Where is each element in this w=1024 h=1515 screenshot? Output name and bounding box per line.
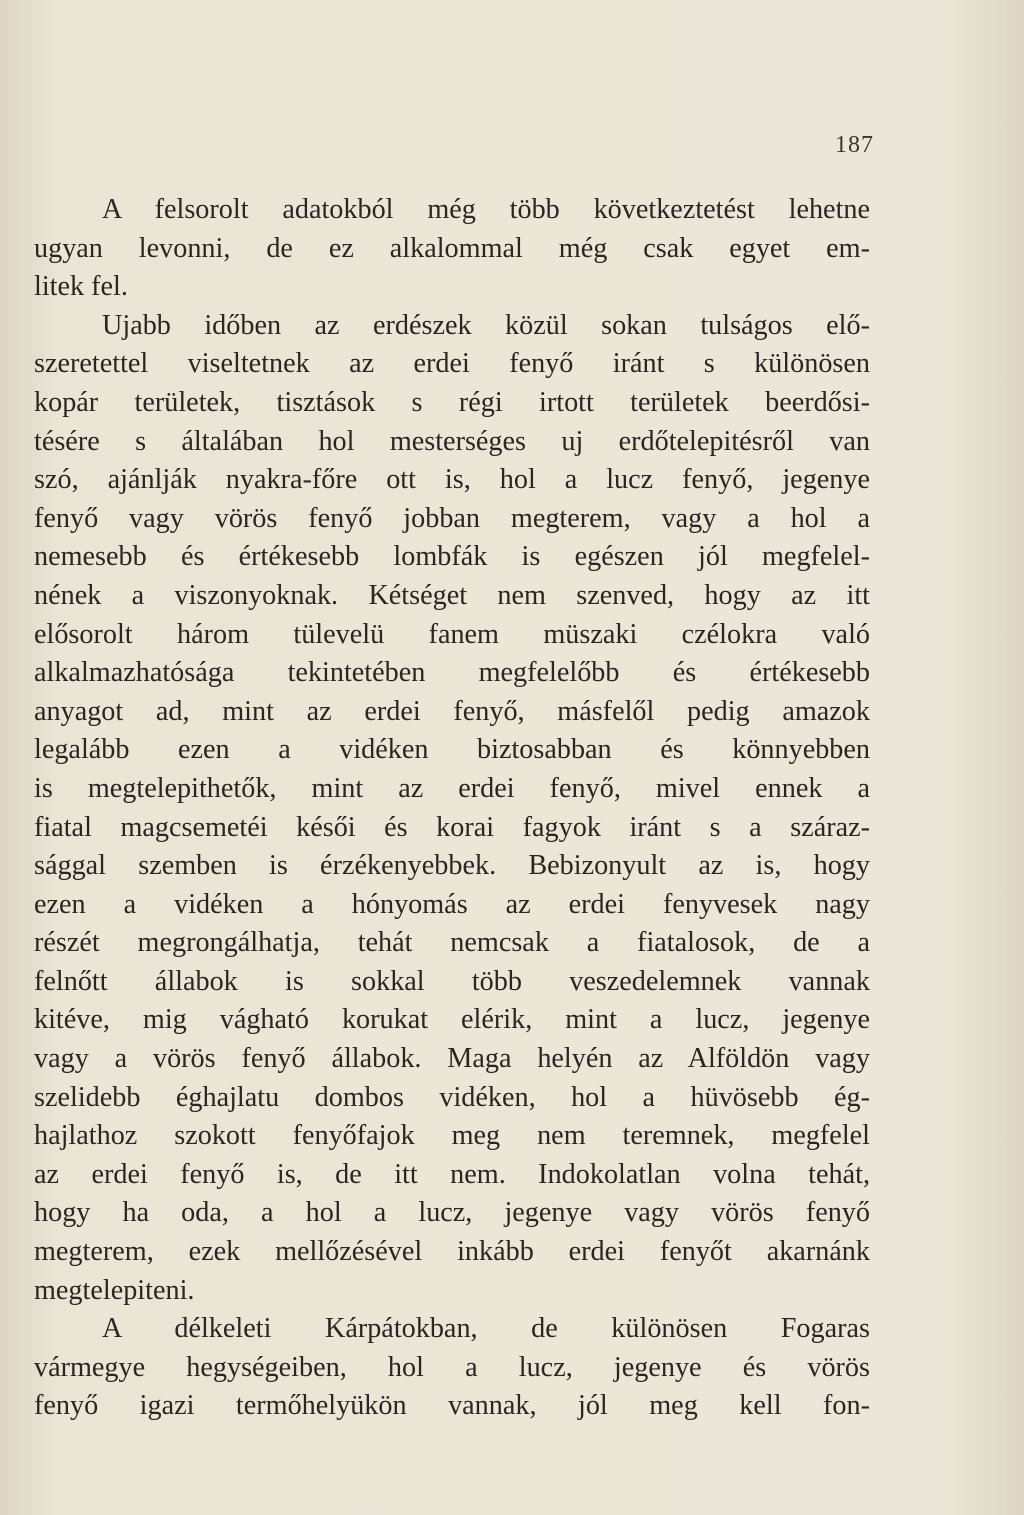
text-line: vagy a vörös fenyő állabok. Maga helyén az Alföldön vagy <box>34 1043 870 1075</box>
text-line: szó, ajánlják nyakra-főre ott is, hol a lucz fenyő, jegenye <box>34 464 870 496</box>
text-line: anyagot ad, mint az erdei fenyő, másfelől pedig amazok <box>34 695 870 727</box>
text-line: részét megrongálhatja, tehát nemcsak a fiatalosok, de a <box>34 927 870 959</box>
body-text <box>34 191 870 1426</box>
text-line: hajlathoz szokott fenyőfajok meg nem teremnek, megfelel <box>34 1120 870 1152</box>
text-line: fenyő igazi termőhelyükön vannak, jól meg kell fon- <box>34 1390 870 1422</box>
text-line: ugyan levonni, de ez alkalommal még csak egyet em- <box>34 232 870 264</box>
text-line: szeretettel viseltetnek az erdei fenyő iránt s különösen <box>34 348 870 380</box>
text-line: fiatal magcsemetéi késői és korai fagyok iránt s a száraz- <box>34 811 870 843</box>
text-line: elősorolt három tülevelü fanem müszaki czélokra való <box>34 618 870 650</box>
text-line: szelidebb éghajlatu dombos vidéken, hol a hüvösebb ég- <box>34 1081 870 1113</box>
text-line: megterem, ezek mellőzésével inkább erdei fenyőt akarnánk <box>34 1236 870 1268</box>
text-line: Ujabb időben az erdészek közül sokan tulságos elő- <box>102 309 870 341</box>
text-line: A felsorolt adatokból még több következtetést lehetne <box>102 194 870 225</box>
text-line: ezen a vidéken a hónyomás az erdei fenyvesek nagy <box>34 888 870 920</box>
text-line: felnőtt állabok is sokkal több veszedelemnek vannak <box>34 965 870 997</box>
text-line: hogy ha oda, a hol a lucz, jegenye vagy vörös fenyő <box>34 1197 870 1229</box>
text-line: nemesebb és értékesebb lombfák is egészen jól megfelel- <box>34 541 870 573</box>
text-line: az erdei fenyő is, de itt nem. Indokolatlan volna tehát, <box>34 1158 870 1190</box>
text-line: is megtelepithetők, mint az erdei fenyő, mivel ennek a <box>34 772 870 804</box>
text-line: A délkeleti Kárpátokban, de különösen Fogaras <box>102 1313 870 1345</box>
text-line: legalább ezen a vidéken biztosabban és könnyebben <box>34 734 870 766</box>
text-line: fenyő vagy vörös fenyő jobban megterem, vagy a hol a <box>34 502 870 534</box>
text-line: sággal szemben is érzékenyebbek. Bebizonyult az is, hogy <box>34 850 870 882</box>
text-line: kopár területek, tisztások s régi irtott területek beerdősi- <box>34 386 870 418</box>
text-line: litek fel. <box>34 271 128 303</box>
text-line: alkalmazhatósága tekintetében megfelelőbb és értékesebb <box>34 657 870 689</box>
page-number: 187 <box>835 132 874 158</box>
text-line: kitéve, mig vágható korukat elérik, mint a lucz, jegenye <box>34 1004 870 1036</box>
text-line: vármegye hegységeiben, hol a lucz, jegenye és vörös <box>34 1351 870 1383</box>
text-line: megtelepiteni. <box>34 1274 195 1306</box>
text-line: nének a viszonyoknak. Kétséget nem szenved, hogy az itt <box>34 579 870 611</box>
text-line: tésére s általában hol mesterséges uj erdőtelepitésről van <box>34 425 870 457</box>
